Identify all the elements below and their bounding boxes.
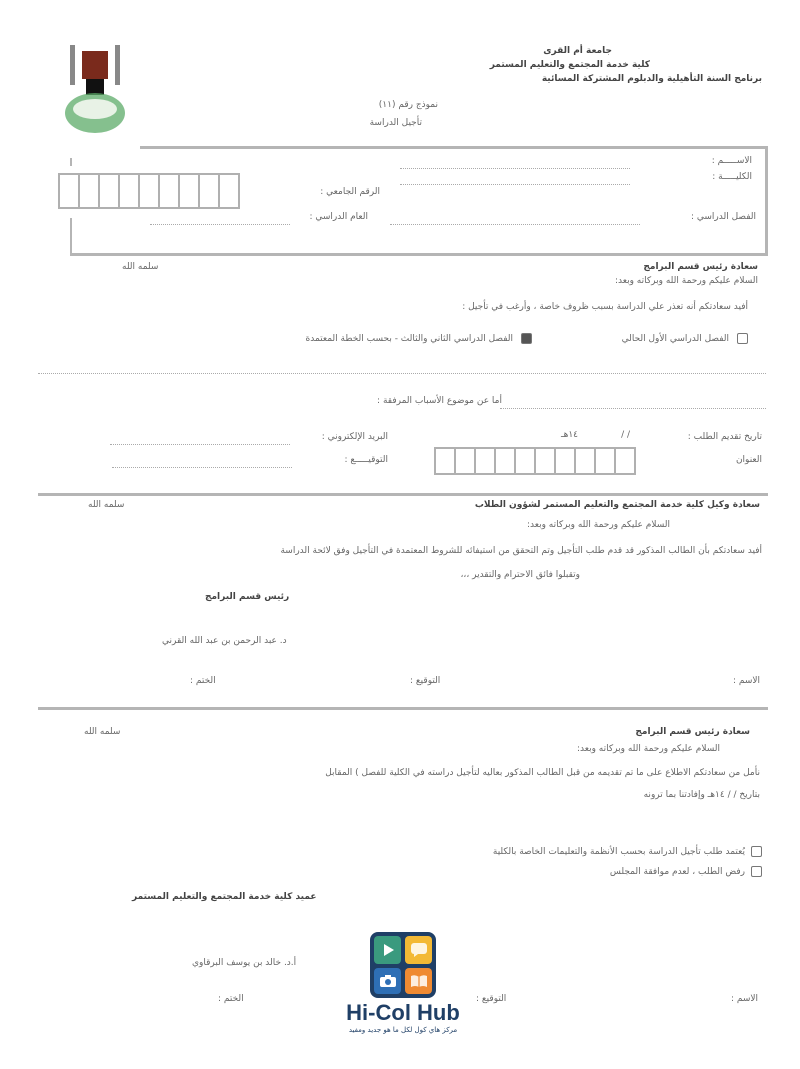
id-digit-box[interactable] xyxy=(100,175,120,207)
book-icon xyxy=(405,968,432,994)
section3-seal: سلمه الله xyxy=(84,727,121,737)
dean-title: عميد كلية خدمة المجتمع والتعليم المستمر xyxy=(132,892,317,902)
chat-bubble-icon xyxy=(405,936,432,964)
section1-addressee: سعادة رئيس قسم البرامج xyxy=(643,262,758,272)
option-label: رفض الطلب ، لعدم موافقة المجلس xyxy=(609,866,745,877)
section2-name-label: الاسم : xyxy=(732,676,760,686)
hub-tagline: مركز هاي كول لكل ما هو جديد ومفيد xyxy=(348,1026,458,1034)
camera-icon xyxy=(374,968,401,994)
university-id-label: الرقم الجامعي : xyxy=(320,187,380,197)
id-digit-box[interactable] xyxy=(120,175,140,207)
id-digit-box[interactable] xyxy=(80,175,100,207)
academic-year-label: العام الدراسي : xyxy=(309,212,368,222)
attachment-field[interactable] xyxy=(500,408,766,409)
section2-head-name: د. عبد الرحمن بن عبد الله القرني xyxy=(162,636,287,646)
box-bottom-border xyxy=(70,253,768,256)
college-name: كلية خدمة المجتمع والتعليم المستمر xyxy=(489,60,650,70)
college-field[interactable] xyxy=(400,184,630,185)
phone-digit-box[interactable] xyxy=(436,449,456,473)
form-number: نموذج رقم (١١) xyxy=(378,100,438,110)
university-id-grid[interactable] xyxy=(58,173,240,209)
signature-field[interactable] xyxy=(112,467,292,468)
phone-digit-box[interactable] xyxy=(556,449,576,473)
section2-signature-label: التوقيع : xyxy=(410,676,441,686)
request-date-hijri: ١٤هـ xyxy=(560,430,578,440)
id-digit-box[interactable] xyxy=(160,175,180,207)
section-divider xyxy=(38,493,768,496)
section3-signature-label: التوقيع : xyxy=(476,994,507,1004)
semester-field[interactable] xyxy=(390,224,640,225)
attachment-label: أما عن موضوع الأسباب المرفقة : xyxy=(377,396,502,406)
semester-label: الفصل الدراسي : xyxy=(690,212,756,222)
dean-name: أ.د. خالد بن يوسف البرقاوي xyxy=(192,958,297,968)
program-name: برنامج السنة التأهيلية والدبلوم المشتركة المسائية xyxy=(541,74,762,84)
id-digit-box[interactable] xyxy=(200,175,220,207)
section3-name-label: الاسم : xyxy=(730,994,758,1004)
section1-request: أفيد سعادتكم أنه تعذر علي الدراسة بسبب ظروف خاصة ، وأرغب في تأجيل : xyxy=(462,302,748,312)
phone-grid[interactable] xyxy=(434,447,636,475)
request-date-slashes: / / xyxy=(621,430,630,440)
section1-greeting: السلام عليكم ورحمة الله وبركاته وبعد: xyxy=(615,276,758,286)
option-label: يُعتمد طلب تأجيل الدراسة بحسب الأنظمة والتعليمات الخاصة بالكلية xyxy=(492,846,745,857)
checkbox-icon[interactable] xyxy=(751,846,762,857)
section2-addressee: سعادة وكيل كلية خدمة المجتمع والتعليم المستمر لشؤون الطلاب xyxy=(474,500,760,510)
section2-head-title: رئيس قسم البرامج xyxy=(205,592,290,602)
phone-digit-box[interactable] xyxy=(456,449,476,473)
checkbox-icon[interactable] xyxy=(521,333,532,344)
hub-brand: Hi-Col Hub xyxy=(346,1000,460,1025)
form-title: تأجيل الدراسة xyxy=(369,118,422,128)
section2-body: أفيد سعادتكم بأن الطالب المذكور قد قدم طلب التأجيل وتم التحقق من استيفائه للشروط المعتمدة في التأجيل وفق لائحة الدراسة xyxy=(280,546,762,556)
university-logo xyxy=(60,37,130,135)
option-second-semester[interactable] xyxy=(306,333,532,344)
university-name: جامعة أم القرى xyxy=(543,46,612,56)
play-icon xyxy=(374,936,401,964)
request-date-label: تاريخ تقديم الطلب : xyxy=(687,432,762,442)
phone-digit-box[interactable] xyxy=(516,449,536,473)
name-label: الاســـــم : xyxy=(711,156,752,166)
section3-date-line: بتاريخ / / ١٤هـ وإفادتنا بما ترونه xyxy=(643,790,760,800)
section3-stamp-label: الختم : xyxy=(218,994,244,1004)
phone-digit-box[interactable] xyxy=(536,449,556,473)
phone-digit-box[interactable] xyxy=(616,449,634,473)
option-label: الفصل الدراسي الأول الحالي xyxy=(621,333,729,344)
section3-option-approve[interactable] xyxy=(493,846,762,857)
section3-addressee: سعادة رئيس قسم البرامج xyxy=(635,727,750,737)
phone-digit-box[interactable] xyxy=(576,449,596,473)
id-digit-box[interactable] xyxy=(60,175,80,207)
id-digit-box[interactable] xyxy=(220,175,238,207)
section3-greeting: السلام عليكم ورحمة الله وبركاته وبعد: xyxy=(577,744,720,754)
id-digit-box[interactable] xyxy=(180,175,200,207)
phone-digit-box[interactable] xyxy=(596,449,616,473)
option-label: الفصل الدراسي الثاني والثالث - بحسب الخطة المعتمدة xyxy=(305,333,513,344)
section1-seal: سلمه الله xyxy=(122,262,159,272)
section2-greeting: السلام عليكم ورحمة الله وبركاته وبعد: xyxy=(527,520,670,530)
box-left-border xyxy=(70,218,72,254)
address-label: العنوان xyxy=(735,455,762,465)
college-label: الكليـــــة : xyxy=(712,172,752,182)
section2-seal: سلمه الله xyxy=(88,500,125,510)
box-right-border xyxy=(765,146,768,256)
section-divider xyxy=(38,707,768,710)
phone-digit-box[interactable] xyxy=(476,449,496,473)
checkbox-icon[interactable] xyxy=(737,333,748,344)
signature-label: التوقيـــــع : xyxy=(344,455,388,465)
phone-digit-box[interactable] xyxy=(496,449,516,473)
option-first-semester[interactable] xyxy=(622,333,748,344)
section2-closing: وتقبلوا فائق الاحترام والتقدير ،،، xyxy=(460,570,580,580)
hi-col-hub-watermark xyxy=(333,932,473,1034)
email-label: البريد الإلكتروني : xyxy=(321,432,388,442)
name-field[interactable] xyxy=(400,168,630,169)
checkbox-icon[interactable] xyxy=(751,866,762,877)
academic-year-field[interactable] xyxy=(150,224,290,225)
id-digit-box[interactable] xyxy=(140,175,160,207)
reason-line[interactable] xyxy=(38,373,766,374)
box-top-border xyxy=(140,146,768,149)
section2-stamp-label: الختم : xyxy=(190,676,216,686)
section3-body: نأمل من سعادتكم الاطلاع على ما تم تقديمه من قبل الطالب المذكور بعاليه لتأجيل دراسته في الكلية للفصل ) المقابل xyxy=(325,768,760,778)
hub-logo-grid xyxy=(370,932,436,998)
box-left-tick xyxy=(70,158,72,166)
section3-option-reject[interactable] xyxy=(610,866,762,877)
email-field[interactable] xyxy=(110,444,290,445)
